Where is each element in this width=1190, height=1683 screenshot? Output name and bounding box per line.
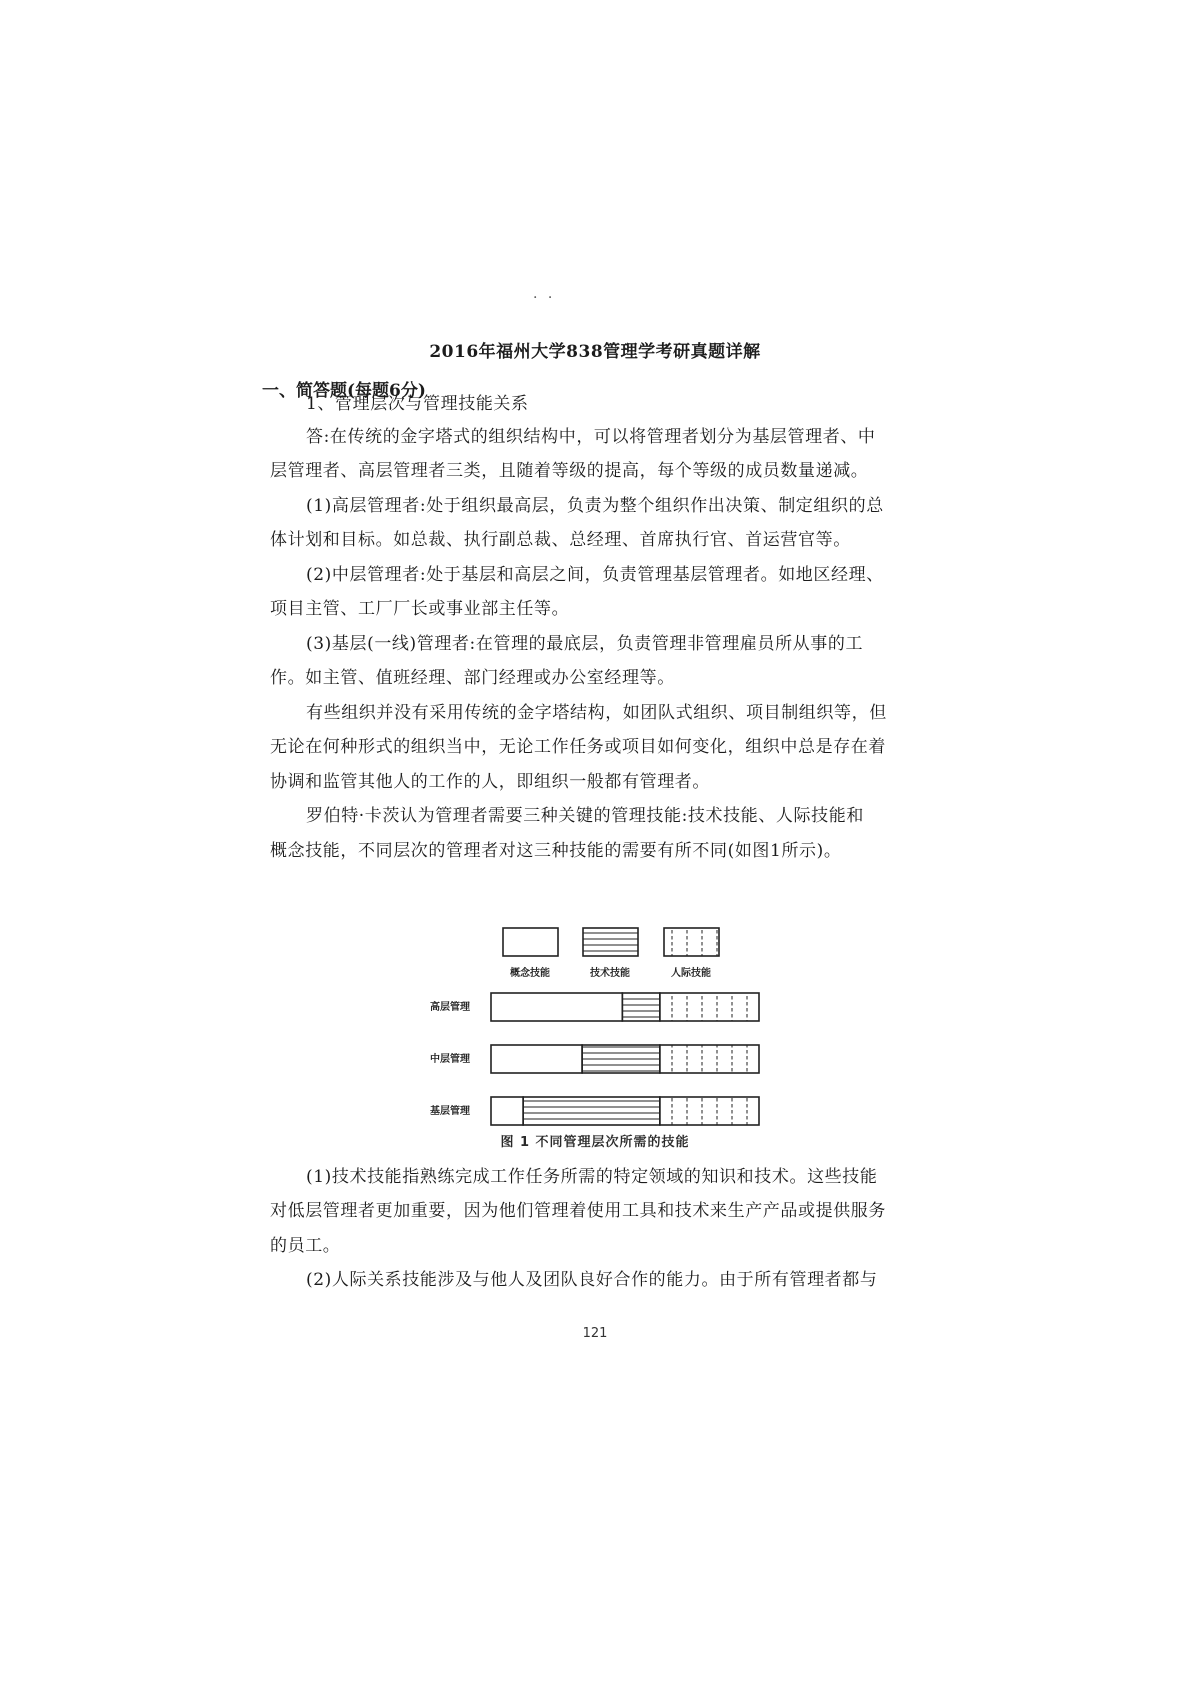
segment-concept xyxy=(491,1045,582,1073)
segment-concept xyxy=(491,1097,523,1125)
paragraph-line: 概念技能，不同层次的管理者对这三种技能的需要有所不同(如图1所示)。 xyxy=(270,841,842,861)
skill-bar-base xyxy=(491,1097,759,1125)
section-heading: 一、简答题(每题6分) xyxy=(262,381,426,401)
legend-label: 概念技能 xyxy=(510,968,550,979)
question-heading: 1、管理层次与管理技能关系 xyxy=(306,394,529,414)
skills-figure xyxy=(410,912,780,1152)
paragraph-line: (2)中层管理者:处于基层和高层之间，负责管理基层管理者。如地区经理、 xyxy=(306,565,884,585)
paragraph-line: 对低层管理者更加重要，因为他们管理着使用工具和技术来生产产品或提供服务 xyxy=(270,1201,886,1221)
page-number: 121 xyxy=(582,1326,608,1341)
paragraph-line: 有些组织并没有采用传统的金字塔结构，如团队式组织、项目制组织等，但 xyxy=(306,703,887,723)
paragraph-line: (1)技术技能指熟练完成工作任务所需的特定领域的知识和技术。这些技能 xyxy=(306,1167,878,1187)
paragraph-line: 层管理者、高层管理者三类，且随着等级的提高，每个等级的成员数量递减。 xyxy=(270,461,869,481)
segment-technical xyxy=(523,1097,660,1125)
skill-bar-top xyxy=(491,993,759,1021)
row-label: 基层管理 xyxy=(430,1106,470,1117)
segment-concept xyxy=(491,993,622,1021)
segment-technical xyxy=(582,1045,660,1073)
paragraph-line: (3)基层(一线)管理者:在管理的最底层，负责管理非管理雇员所从事的工 xyxy=(306,634,864,654)
skill-bar-middle xyxy=(491,1045,759,1073)
paragraph-line: (1)高层管理者:处于组织最高层，负责为整个组织作出决策、制定组织的总 xyxy=(306,496,884,516)
legend-swatch-technical xyxy=(583,928,638,956)
paragraph-line: 体计划和目标。如总裁、执行副总裁、总经理、首席执行官、首运营官等。 xyxy=(270,530,851,550)
paragraph-line: 协调和监管其他人的工作的人，即组织一般都有管理者。 xyxy=(270,772,710,792)
row-label: 中层管理 xyxy=(430,1054,470,1065)
legend-label: 人际技能 xyxy=(671,968,711,979)
paragraph-line: (2)人际关系技能涉及与他人及团队良好合作的能力。由于所有管理者都与 xyxy=(306,1270,878,1290)
paragraph-line: 项目主管、工厂厂长或事业部主任等。 xyxy=(270,599,570,619)
segment-interpersonal xyxy=(660,993,759,1021)
scan-artifact: · · xyxy=(533,290,556,306)
document-title: 2016年福州大学838管理学考研真题详解 xyxy=(429,342,761,362)
paragraph-line: 无论在何种形式的组织当中，无论工作任务或项目如何变化，组织中总是存在着 xyxy=(270,737,886,757)
paragraph-line: 作。如主管、值班经理、部门经理或办公室经理等。 xyxy=(270,668,675,688)
row-label: 高层管理 xyxy=(430,1002,470,1013)
segment-interpersonal xyxy=(660,1097,759,1125)
figure-caption: 图 1 不同管理层次所需的技能 xyxy=(500,1135,690,1150)
segment-interpersonal xyxy=(660,1045,759,1073)
paragraph-line: 的员工。 xyxy=(270,1236,341,1256)
legend-label: 技术技能 xyxy=(590,968,630,979)
legend-swatch-interpersonal xyxy=(664,928,719,956)
paragraph-line: 罗伯特·卡茨认为管理者需要三种关键的管理技能:技术技能、人际技能和 xyxy=(306,806,864,826)
legend-swatch-concept xyxy=(503,928,558,956)
paragraph-line: 答:在传统的金字塔式的组织结构中，可以将管理者划分为基层管理者、中 xyxy=(306,427,876,447)
segment-technical xyxy=(622,993,660,1021)
